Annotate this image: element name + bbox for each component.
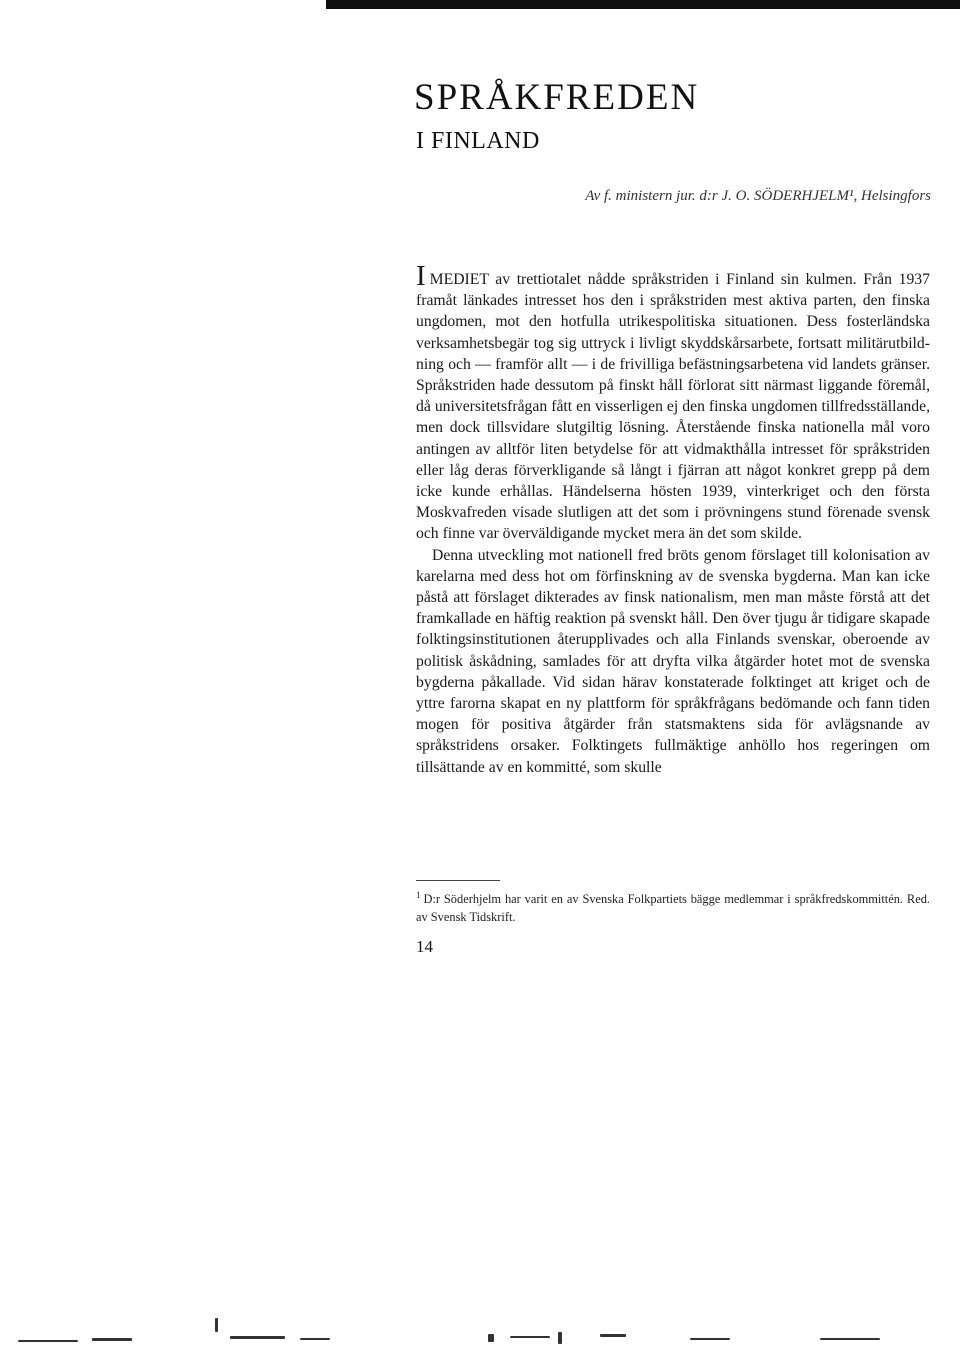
- scan-speck: [215, 1318, 218, 1332]
- scan-speck: [230, 1336, 285, 1339]
- paragraph: [416, 260, 930, 545]
- footnote-divider: [416, 880, 500, 881]
- paragraph-text: Denna utveckling mot nationell fred bröts genom förslaget till kolonisation av karelarna med dess hot om förfinskning av de svenska bygderna. Man kan icke påstå att förslaget dikterades av finsk nationalism, men man måste förstå att det framkallade en häftig reaktion på svenskt håll. Den över tjugu år tidigare skapade folktingsinstitutionen återupplivades och alla Finlands svenskar, oberoende av politisk åskådning, samlades för att dryfta vilka åtgärder hotet mot de svenska bygderna påkallade. Vid sidan härav konstaterade folktinget att kriget och de yttre farorna skapat en ny plattform för språkfrågans bedömande och fann tiden mogen för positiva åtgärder från statsmaktens sida för avlägsnande av språkstridens orsaker. Folktingets fullmäktige anhöllo hos regeringen om tillsättande av en kommitté, som skulle: [416, 546, 930, 776]
- scan-speck: [510, 1336, 550, 1338]
- scan-speck: [600, 1334, 626, 1337]
- footnote: [416, 886, 930, 926]
- author-byline: Av f. ministern jur. d:r J. O. SÖDERHJELM¹, Helsingfors: [585, 188, 931, 204]
- scan-speck: [92, 1338, 132, 1341]
- scan-speck: [488, 1334, 494, 1342]
- scan-speck: [300, 1338, 330, 1340]
- paragraph-text: MEDIET av trettiotalet nådde språkstriden i Finland sin kulmen. Från 1937 framåt länkades intresset hos den i språkstriden mest aktiva parten, den finska ungdomen, mot den hotfulla utrikespolitiska situationen. Dess fosterländska verksamhetsbegär tog sig uttryck i livligt skyddskårsarbete, fortsatt militärutbildning och — framför allt — i de frivilliga befästningsarbetena vid landets gränser. Språkstriden hade dessutom på finskt håll förlorat sitt närmast liggande föremål, då universitetsfrågan fått en visserligen ej den finska ungdomen tillfredsställande, men dock tillsvidare slutgiltig lösning. Återstående finska nationella mål voro antingen av alltför liten betydelse för att vidmakthålla intresset för språkstriden eller låg deras förverkligande så långt i fjärran att något konkret grepp på dem icke kunde erhållas. Händelserna hösten 1939, vinterkriget och den första Moskvafreden visade slutligen att det som i prövningens stund förenade svensk och finne var överväldigande mycket mera än det som skilde.: [416, 271, 930, 543]
- top-border-rule: [326, 0, 960, 9]
- scan-speck: [18, 1340, 78, 1342]
- paragraph: [416, 545, 930, 778]
- article-subtitle: I FINLAND: [416, 128, 540, 154]
- article-title: SPRÅKFREDEN: [414, 77, 700, 118]
- scan-speck: [690, 1338, 730, 1340]
- page-number: 14: [416, 937, 433, 956]
- scan-speck: [558, 1332, 562, 1344]
- scan-speck: [820, 1338, 880, 1340]
- drop-cap: I: [416, 260, 426, 292]
- footnote-marker: 1: [416, 890, 421, 900]
- footnote-text: D:r Söderhjelm har varit en av Svenska Folkpartiets bägge medlemmar i språkfredskommittén. Red. av Svensk Tidskrift.: [416, 892, 930, 925]
- article-body: [416, 260, 930, 778]
